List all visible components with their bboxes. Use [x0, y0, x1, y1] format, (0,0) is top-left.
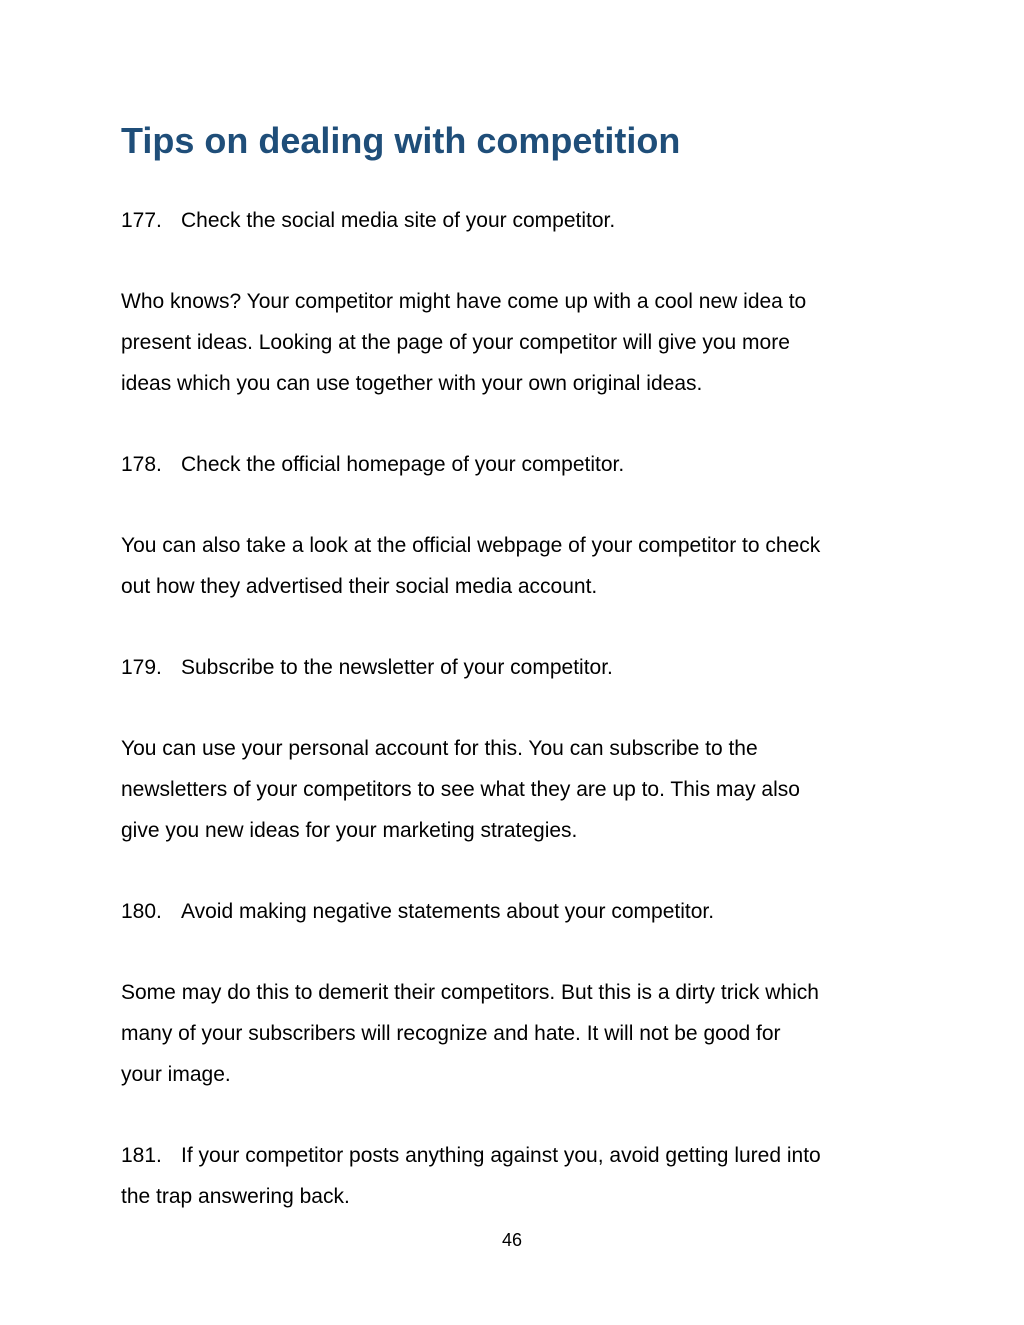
paragraph-180 [121, 972, 921, 1095]
paragraph-178 [121, 525, 921, 607]
page-number: 46 [501, 1230, 523, 1250]
paragraph-line: ideas which you can use together with your own original ideas. [121, 372, 703, 395]
paragraph-line: present ideas. Looking at the page of your competitor will give you more [121, 331, 790, 354]
paragraph-line: your image. [121, 1063, 231, 1086]
list-item-178 [121, 444, 921, 485]
item-heading: Check the social media site of your competitor. [181, 209, 616, 232]
paragraph-line: out how they advertised their social media account. [121, 575, 598, 598]
content [121, 200, 921, 1217]
item-number: 179. [121, 656, 162, 679]
paragraph-line: Who knows? Your competitor might have come up with a cool new idea to [121, 290, 807, 313]
item-heading-continued: the trap answering back. [121, 1185, 350, 1208]
paragraph-line: newsletters of your competitors to see what they are up to. This may also [121, 778, 800, 801]
item-heading: If your competitor posts anything against you, avoid getting lured into [181, 1144, 821, 1167]
item-number: 178. [121, 453, 162, 476]
paragraph-line: give you new ideas for your marketing strategies. [121, 819, 578, 842]
item-number: 180. [121, 900, 162, 923]
page-title: Tips on dealing with competition [121, 120, 681, 161]
paragraph-177 [121, 281, 921, 404]
item-heading: Subscribe to the newsletter of your competitor. [181, 656, 613, 679]
list-item-181 [121, 1135, 921, 1217]
list-item-180 [121, 891, 921, 932]
item-heading: Avoid making negative statements about your competitor. [181, 900, 715, 923]
list-item-179 [121, 647, 921, 688]
paragraph-line: Some may do this to demerit their competitors. But this is a dirty trick which [121, 981, 819, 1004]
item-number: 177. [121, 209, 162, 232]
paragraph-line: You can use your personal account for this. You can subscribe to the [121, 737, 758, 760]
paragraph-179 [121, 728, 921, 851]
list-item-177 [121, 200, 921, 241]
paragraph-line: You can also take a look at the official webpage of your competitor to check [121, 534, 821, 557]
item-heading: Check the official homepage of your competitor. [181, 453, 625, 476]
item-number: 181. [121, 1144, 162, 1167]
paragraph-line: many of your subscribers will recognize and hate. It will not be good for [121, 1022, 781, 1045]
